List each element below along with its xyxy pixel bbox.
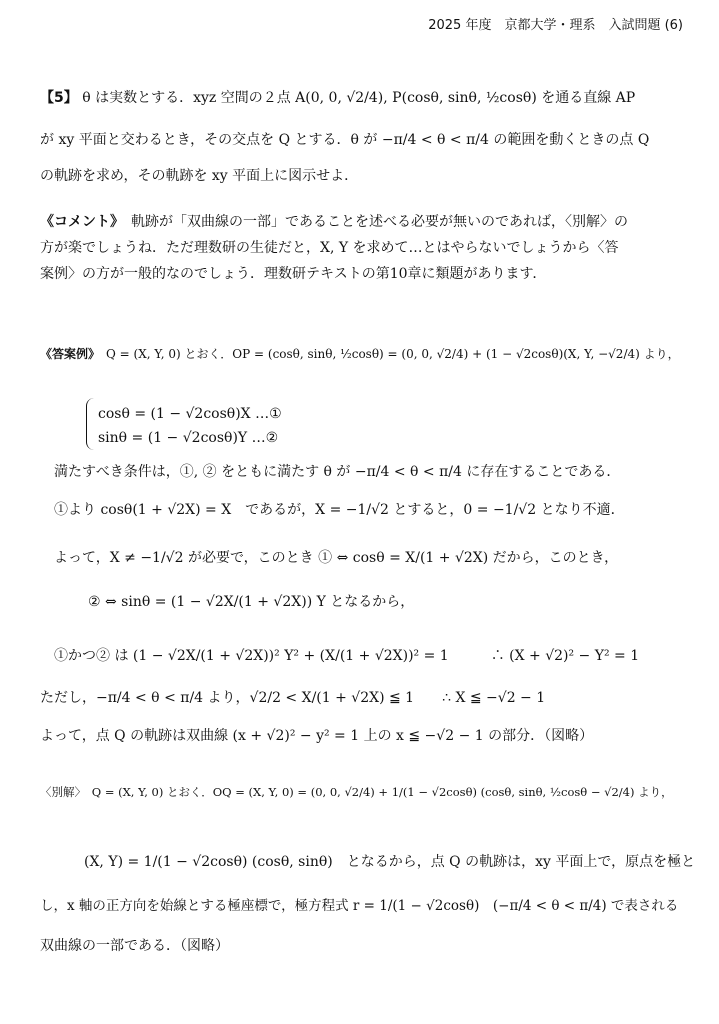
alt-line-3: し，x 軸の正方向を始線とする極座標で，極方程式 r = 1/(1 − √2cosθ) (−π/4 < θ < π/4) で表される <box>40 898 679 914</box>
answer-text-1: Q = (X, Y, 0) とおく．OP = (cosθ, sinθ, ½cosθ) = (0, 0, √2/4) + (1 − √2cosθ)(X, Y, −√2/4) より， <box>94 347 680 361</box>
comment-line-1 <box>40 212 628 232</box>
problem-number: 【5】 <box>40 90 78 106</box>
system-brace <box>86 398 95 450</box>
answer-line-5: ② ⇔ sinθ = (1 − √2X/(1 + √2X)) Y となるから， <box>88 594 415 610</box>
comment-label: 《コメント》 <box>40 214 117 230</box>
problem-line-1 <box>40 88 635 108</box>
answer-line-1 <box>40 344 680 364</box>
alt-label: 〈別解〉 <box>40 785 81 799</box>
comment-line-2: 方が楽でしょうね．ただ理数研の生徒だと，X, Y を求めて…とはやらないでしょうから〈答 <box>40 240 619 256</box>
equation-2: sinθ = (1 − √2cosθ)Y …② <box>98 430 279 446</box>
alt-line-2: (X, Y) = 1/(1 − √2cosθ) (cosθ, sinθ) となるから，点 Q の軌跡は，xy 平面上で，原点を極と <box>84 854 696 870</box>
answer-line-3: ①より cosθ(1 + √2X) = X であるが，X = −1/√2 とすると，0 = −1/√2 となり不適． <box>54 502 625 518</box>
problem-line-2: が xy 平面と交わるとき，その交点を Q とする．θ が −π/4 < θ < π/4 の範囲を動くときの点 Q <box>40 132 650 148</box>
answer-label: 《答案例》 <box>40 347 95 361</box>
alt-line-1 <box>40 782 673 802</box>
comment-line-3: 案例〉の方が一般的なのでしょう．理数研テキストの第10章に類題があります． <box>40 266 547 282</box>
point-p: (cosθ, sinθ, ½cosθ) <box>401 90 537 106</box>
comment-text-1: 軌跡が「双曲線の一部」であることを述べる必要が無いのであれば，〈別解〉の <box>117 214 628 230</box>
alt-text-1: Q = (X, Y, 0) とおく．OQ = (X, Y, 0) = (0, 0, √2/4) + 1/(1 − √2cosθ) (cosθ, sinθ, ½cosθ − √2/4) より， <box>80 785 673 799</box>
page-header: 2025 年度 京都大学・理系 入試問題 (6) <box>428 18 683 33</box>
answer-line-8: よって，点 Q の軌跡は双曲線 (x + √2)² − y² = 1 上の x ≦ −√2 − 1 の部分．（図略） <box>40 728 594 744</box>
problem-text-1c: を通る直線 AP <box>536 90 636 106</box>
answer-line-2: 満たすべき条件は，①, ② をともに満たす θ が −π/4 < θ < π/4 に存在することである． <box>54 464 621 480</box>
answer-line-4: よって，X ≠ −1/√2 が必要で，このとき ① ⇔ cosθ = X/(1 + √2X) だから，このとき， <box>54 550 619 566</box>
answer-line-6: ①かつ② は (1 − √2X/(1 + √2X))² Y² + (X/(1 + √2X))² = 1 ∴ (X + √2)² − Y² = 1 <box>54 648 640 664</box>
equation-1: cosθ = (1 − √2cosθ)X …① <box>98 406 282 422</box>
answer-line-7: ただし，−π/4 < θ < π/4 より，√2/2 < X/(1 + √2X) ≦ 1 ∴ X ≦ −√2 − 1 <box>40 690 546 706</box>
point-a: (0, 0, √2/4) <box>305 90 384 106</box>
problem-text-1b: , P <box>383 90 402 106</box>
problem-line-3: の軌跡を求め，その軌跡を xy 平面上に図示せよ． <box>40 168 359 184</box>
alt-line-4: 双曲線の一部である．（図略） <box>40 938 229 954</box>
problem-text-1a: θ は実数とする．xyz 空間の２点 A <box>82 90 306 106</box>
